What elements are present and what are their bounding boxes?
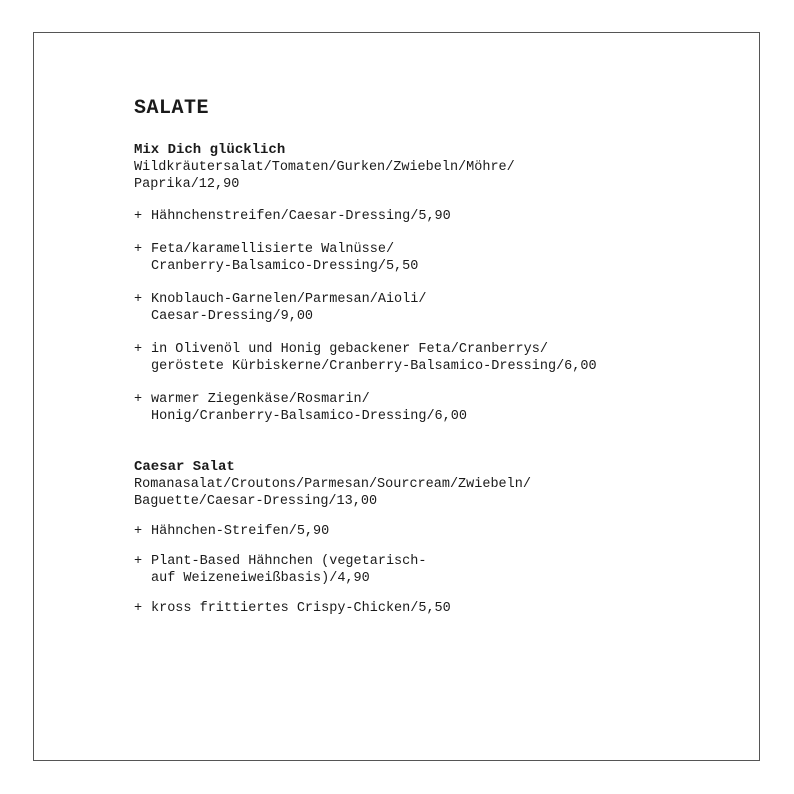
plus-prefix: + xyxy=(134,554,143,569)
plus-prefix: + xyxy=(134,292,143,307)
addon-item xyxy=(134,600,734,617)
addon-text: kross frittiertes Crispy-Chicken/5,50 xyxy=(151,601,451,616)
plus-prefix: + xyxy=(134,209,143,224)
menu-content xyxy=(134,97,734,617)
plus-prefix: + xyxy=(134,242,143,257)
addon-text: Feta/karamellisierte Walnüsse/ Cranberry-Balsamico-Dressing/5,50 xyxy=(151,242,419,274)
addon-item xyxy=(134,291,734,325)
addon-text: in Olivenöl und Honig gebackener Feta/Cranberrys/ geröstete Kürbiskerne/Cranberry-Balsamico-Dressing/6,00 xyxy=(151,342,597,374)
plus-prefix: + xyxy=(134,601,143,616)
addon-text: warmer Ziegenkäse/Rosmarin/ Honig/Cranberry-Balsamico-Dressing/6,00 xyxy=(151,392,467,424)
addon-list xyxy=(134,208,734,425)
plus-prefix: + xyxy=(134,524,143,539)
addon-item xyxy=(134,241,734,275)
item-name: Mix Dich glücklich xyxy=(134,142,286,158)
addon-text: Plant-Based Hähnchen (vegetarisch- auf Weizeneiweißbasis)/4,90 xyxy=(151,554,427,586)
menu-item-caesar-salat xyxy=(134,459,734,617)
plus-prefix: + xyxy=(134,342,143,357)
menu-page xyxy=(33,32,760,761)
addon-list xyxy=(134,523,734,617)
item-description: Romanasalat/Croutons/Parmesan/Sourcream/Zwiebeln/ Baguette/Caesar-Dressing/13,00 xyxy=(134,477,531,509)
addon-text: Hähnchen-Streifen/5,90 xyxy=(151,524,330,539)
addon-text: Hähnchenstreifen/Caesar-Dressing/5,90 xyxy=(151,209,451,224)
addon-item xyxy=(134,341,734,375)
addon-item xyxy=(134,523,734,540)
section-title: SALATE xyxy=(134,97,210,120)
item-description: Wildkräutersalat/Tomaten/Gurken/Zwiebeln/Möhre/ Paprika/12,90 xyxy=(134,160,515,192)
addon-item xyxy=(134,208,734,225)
addon-item xyxy=(134,553,734,587)
menu-item-mix-dich-gluecklich xyxy=(134,142,734,425)
addon-text: Knoblauch-Garnelen/Parmesan/Aioli/ Caesar-Dressing/9,00 xyxy=(151,292,427,324)
addon-item xyxy=(134,391,734,425)
item-name: Caesar Salat xyxy=(134,459,235,475)
plus-prefix: + xyxy=(134,392,143,407)
